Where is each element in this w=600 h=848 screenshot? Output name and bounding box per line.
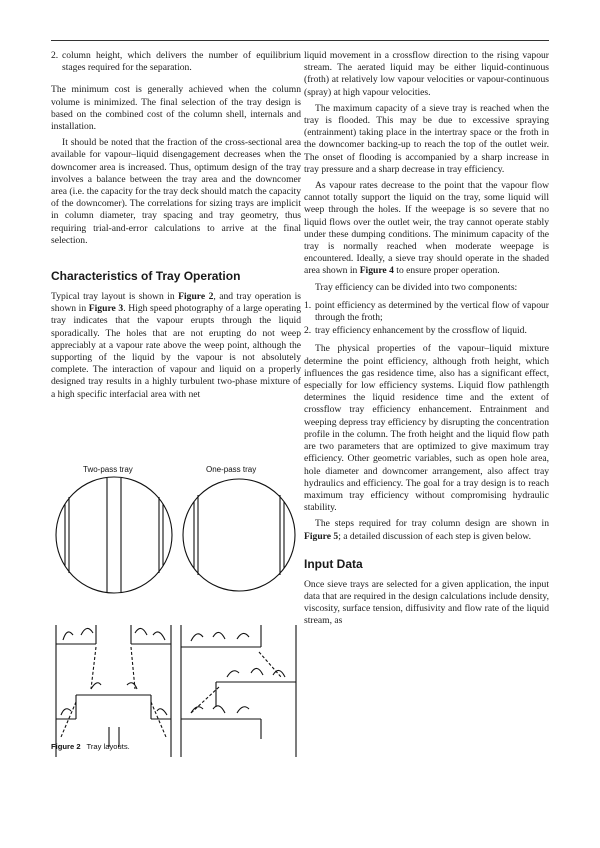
- list-text: column height, which delivers the number of equilibrium stages required for the separation.: [62, 50, 301, 74]
- one-pass-label: One-pass tray: [206, 465, 257, 474]
- list-item: [304, 325, 549, 337]
- figure-caption: [51, 742, 130, 751]
- paragraph: The minimum cost is generally achieved when the column volume is minimized. The final selection of the tray design is based on the combined cost of the column shell, internals and installation.: [51, 84, 301, 133]
- one-pass-tray-plan: [183, 479, 295, 591]
- list-text: point efficiency as determined by the vertical flow of vapour through the froth;: [315, 299, 549, 324]
- list-number: 2.: [51, 50, 59, 61]
- list-text: tray efficiency enhancement by the crossflow of liquid.: [315, 325, 527, 337]
- right-list: [304, 300, 549, 338]
- text-run: to ensure proper operation.: [393, 265, 500, 277]
- paragraph: [51, 291, 301, 401]
- paragraph: Once sieve trays are selected for a given application, the input data that are required in the design calculations include density, viscosity, surface tension, diffusivity and flow rate of the liquid stream, as: [304, 578, 549, 627]
- figure-reference: Figure 2: [178, 291, 214, 303]
- text-run: , and tray operation is shown in: [51, 291, 301, 315]
- text-run: ; a detailed discussion of each step is given below.: [338, 530, 532, 542]
- list-item: [51, 50, 301, 74]
- paragraph: [304, 518, 549, 542]
- two-pass-label: Two-pass tray: [83, 465, 133, 474]
- tray-layout-diagram: [51, 457, 301, 757]
- right-column: [304, 50, 549, 632]
- header-rule: [51, 40, 549, 41]
- text-run: The steps required for tray column design are shown in: [315, 518, 549, 530]
- two-pass-tray-plan: [56, 477, 172, 593]
- list-item: [304, 300, 549, 324]
- figure-reference: Figure 4: [359, 265, 394, 277]
- paragraph: Tray efficiency can be divided into two components:: [315, 281, 518, 293]
- two-pass-side-view: [56, 625, 171, 757]
- figure-caption-text: Tray layouts.: [86, 742, 130, 751]
- list-number: 2.: [304, 325, 312, 337]
- section-heading: Characteristics of Tray Operation: [51, 269, 241, 284]
- figure-tray-layouts: [51, 457, 301, 757]
- text-run: Typical tray layout is shown in: [51, 291, 179, 303]
- left-column: [51, 50, 301, 405]
- list-number: 1.: [304, 299, 312, 311]
- paragraph: The physical properties of the vapour–liquid mixture determine the point efficiency, although froth height, which influences the gas residence time, also has a significant effect, especially for low efficiency systems. Liquid flow pathlength determines the liquid residence time and the extent of crossflow tray efficiency enhancement. Entrainment and weeping depress tray efficiency by disrupting the concentration profile in the column. The froth height and the liquid flow path are two parameters that are optimized to give maximum tray efficiency. Other geometric variables, such as open hole area, hole diameter and downcomer arrangement, also affect tray hydraulics and efficiency. The goal for a tray design is to reach maximum tray efficiency without compromising hydraulic stability.: [304, 343, 549, 514]
- left-list: [51, 50, 301, 74]
- paragraph: The maximum capacity of a sieve tray is reached when the tray is flooded. This may be due to excessive spraying (entrainment) taking place in the intertray space or the froth in the downcomer backing-up to reach the top of the outlet weir. The onset of flooding is accompanied by a sharp increase in tray pressure and a sharp decrease in tray efficiency.: [304, 102, 549, 175]
- section-heading: Input Data: [304, 556, 363, 571]
- figure-reference: Figure 3: [88, 303, 124, 315]
- figure-number: Figure 2: [51, 742, 81, 751]
- paragraph: [304, 180, 549, 278]
- text-run: As vapour rates decrease to the point that the vapour flow cannot totally support the liquid on the tray, some liquid will weep through the holes. If the weepage is so severe that no liquid flows over the outlet weir, the tray cannot operate stably under these dumping conditions. The minimum capacity of the tray is normally reached when moderate weepage is encountered. Ideally, a sieve tray should operate in the shaded area shown in: [304, 180, 549, 277]
- figure-reference: Figure 5: [304, 530, 339, 542]
- paragraph: liquid movement in a crossflow direction to the rising vapour stream. The aerated liquid may be either liquid-continuous (froth) at relatively low vapour velocities or vapour-continuous (spray) at high vapour velocities.: [304, 50, 549, 98]
- paragraph: It should be noted that the fraction of the cross-sectional area available for vapour–liquid disengagement decreases when the downcomer area is increased. Thus, optimum design of the tray involves a balance between the tray area and the downcomer area (i.e. the capacity for the tray deck should match the capacity of the downcomer). The correlations for sizing trays are implicit in column diameter, tray spacing and tray geometry, thus requiring trial-and-error calculations to arrive at the final selection.: [51, 137, 301, 246]
- one-pass-side-view: [181, 625, 296, 757]
- text-run: . High speed photography of a large operating tray indicates that the vapour erupts through the liquid sporadically. The holes that are not erupting do not weep appreciably at a vapour rate above the weep point, although the supporting of the liquid by the vapour is not absolutely complete. The interaction of vapour and liquid on a properly designed tray results in a highly turbulent two-phase mixture of a high specific interfacial area with net: [51, 303, 302, 400]
